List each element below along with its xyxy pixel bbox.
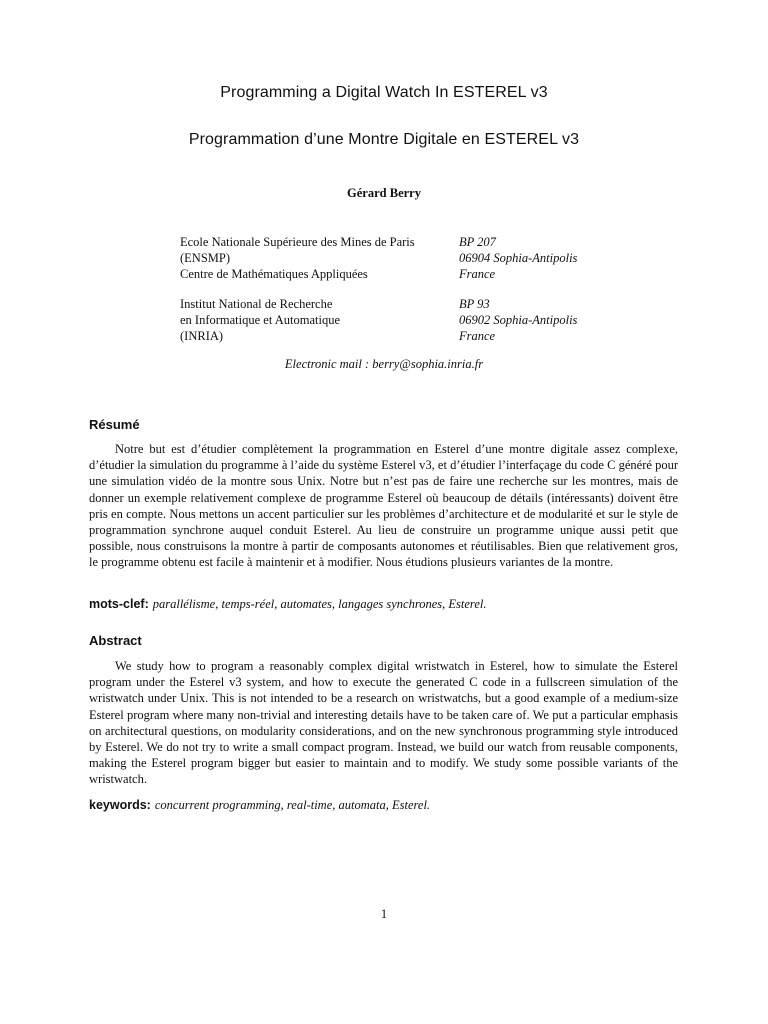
- address-line: 06904 Sophia-Antipolis: [459, 251, 578, 265]
- resume-paragraph: Notre but est d’étudier complètement la programmation en Esterel d’une montre digitale assez complexe, d’étudier la simulation du programme à l’aide du système Esterel v3, et d’étudier l’interfaçage du code C généré pour une simulation vidéo de la montre sous Unix. Notre but n’est pas de faire une recherche sur les montres, mais de donner un exemple relativement complexe de programme Esterel où beaucoup de détails (intéressants) doivent être pris en compte. Nous mettons un accent particulier sur les problèmes d’architecture et de modularité et sur le style de programmation synchrone auquel conduit Esterel. Au lieu de construire un programme unique aussi petit que possible, nous construisons la montre à partir de composants autonomes et réutilisables. Bien que relativement gros, le programme obtenu est facile à maintenir et à modifier. Nous étudions plusieurs variantes de la montre.: [89, 442, 678, 570]
- affiliation-line: Centre de Mathématiques Appliquées: [180, 267, 368, 281]
- affiliation-line: en Informatique et Automatique: [180, 313, 341, 327]
- keywords-label: keywords:: [89, 798, 151, 812]
- title-french: Programmation d’une Montre Digitale en ESTEREL v3: [188, 131, 580, 148]
- keywords-value: concurrent programming, real-time, automata, Esterel.: [154, 798, 431, 812]
- affiliation-line: Institut National de Recherche: [180, 297, 333, 311]
- resume-heading: Résumé: [89, 417, 140, 432]
- keywords-value: parallélisme, temps-réel, automates, langages synchrones, Esterel.: [152, 597, 487, 611]
- address-line: 06902 Sophia-Antipolis: [459, 313, 578, 327]
- email-line: Electronic mail : berry@sophia.inria.fr: [284, 357, 484, 371]
- address-line: BP 207: [459, 235, 496, 249]
- abstract-paragraph: We study how to program a reasonably complex digital wristwatch in Esterel, how to simulate the Esterel program under the Esterel v3 system, and how to execute the generated C code in a fullscreen simulation of the wristwatch under Unix. This is not intended to be a research on wristwatchs, but a good example of a medium-size Esterel program where many non-trivial and interesting details have to be taken care of. We put a particular emphasis on architectural questions, on modularity considerations, and on the new synchronous programming style introduced by Esterel. We do not try to write a small compact program. Instead, we build our watch from reusable components, making the Esterel program bigger but easier to maintain and to modify. We study some possible variants of the wristwatch.: [89, 659, 678, 787]
- address-line: France: [459, 329, 496, 343]
- author-name: Gérard Berry: [347, 186, 421, 200]
- keywords-label: mots-clef:: [89, 597, 149, 611]
- page-number: 1: [380, 907, 388, 921]
- affiliation-ensmp: [180, 234, 620, 282]
- affiliation-inria: [180, 296, 620, 344]
- keywords-french: [89, 597, 689, 612]
- address-line: France: [459, 267, 496, 281]
- abstract-heading: Abstract: [89, 633, 142, 648]
- keywords-english: [89, 798, 689, 813]
- affiliation-line: Ecole Nationale Supérieure des Mines de Paris: [180, 235, 415, 249]
- affiliation-line: (ENSMP): [180, 251, 231, 265]
- affiliation-line: (INRIA): [180, 329, 224, 343]
- address-line: BP 93: [459, 297, 490, 311]
- title-english: Programming a Digital Watch In ESTEREL v3: [220, 84, 548, 101]
